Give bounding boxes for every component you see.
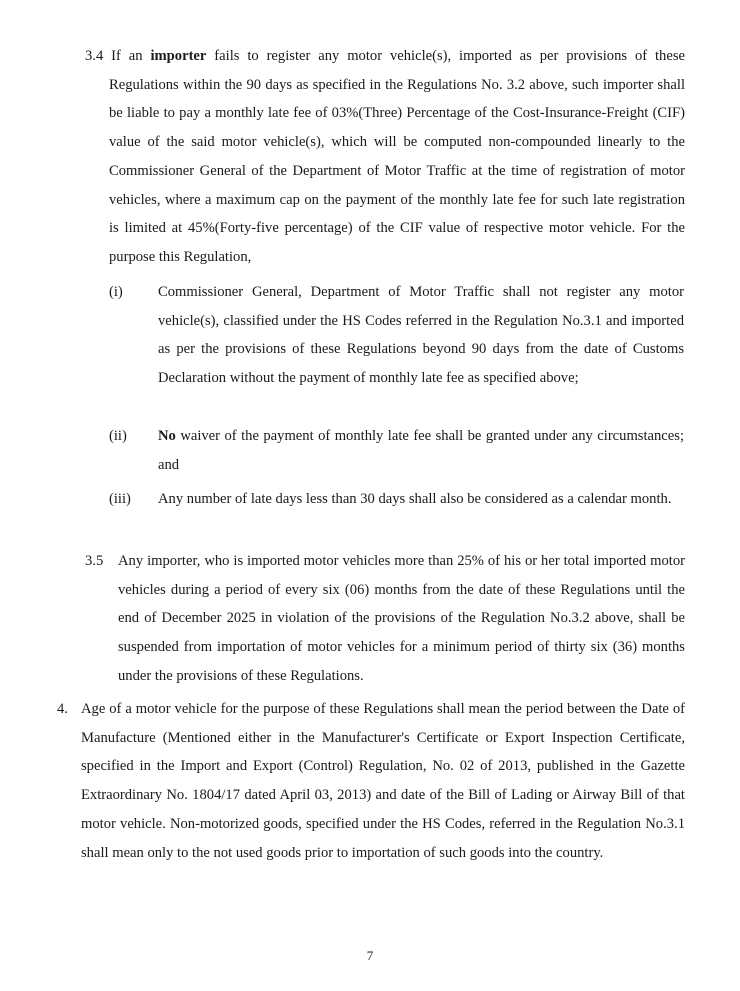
item-body: Any number of late days less than 30 days shall also be considered as a calendar month. (158, 491, 672, 507)
item-text (158, 485, 684, 514)
section-text: fails to register any motor vehicle(s), imported as per provisions of these Regulations within the 90 days as specified in the Regulations No. 3.2 above, such importer shall be liable to pay a monthly late fee of 03%(Three) Percentage of the Cost-Insurance-Freight (CIF) value of the said motor vehicle(s), which will be computed non-compounded linearly to the Commissioner General of the Department of Motor Traffic at the time of registration of motor vehicles, where a maximum cap on the payment of the monthly late fee for such late registration is limited at 45%(Forty-five percentage) of the CIF value of respective motor vehicle. For the purpose this Regulation, (109, 48, 685, 265)
section-text: Age of a motor vehicle for the purpose of these Regulations shall mean the period between the Date of Manufacture (Mentioned either in the Manufacturer's Certificate or Export Inspection Certificate, specified in the Import and Export (Control) Regulation, No. 02 of 2013, published in the Gazette Extraordinary No. 1804/17 dated April 03, 2013) and date of the Bill of Lading or Airway Bill of that motor vehicle. Non-motorized goods, specified under the HS Codes, referred in the Regulation No.3.1 shall mean only to the not used goods prior to importation of such goods into the country. (81, 701, 685, 861)
item-body: waiver of the payment of monthly late fee shall be granted under any circumstances; and (158, 428, 684, 473)
item-body: Commissioner General, Department of Motor Traffic shall not register any motor vehicle(s), classified under the HS Codes referred in the Regulation No.3.1 and imported as per the provisions of these Regulations beyond 90 days from the date of Customs Declaration without the payment of monthly late fee as specified above; (158, 284, 684, 387)
section-number: 3.5 (85, 553, 104, 569)
section-3-4-body (85, 42, 685, 272)
item-label: (ii) (109, 428, 127, 444)
section-3-5-body (85, 547, 685, 691)
section-number: 3.4 (85, 48, 104, 64)
item-text (158, 278, 684, 393)
item-label: (i) (109, 284, 123, 300)
item-label: (iii) (109, 491, 131, 507)
section-number: 4. (57, 701, 68, 717)
section-4-body (81, 695, 685, 867)
page-number: 7 (366, 948, 374, 963)
section-text: Any importer, who is imported motor vehicles more than 25% of his or her total imported motor vehicles during a period of every six (06) months from the date of these Regulations until the end of December 2025 in violation of the provisions of the Regulation No.3.2 above, shall be suspended from importation of motor vehicles for a minimum period of thirty six (36) months under the provisions of these Regulations. (118, 553, 685, 684)
bold-term: No (158, 428, 176, 444)
section-lead: If an (111, 48, 143, 64)
item-text (158, 422, 684, 479)
bold-term: importer (150, 48, 207, 64)
